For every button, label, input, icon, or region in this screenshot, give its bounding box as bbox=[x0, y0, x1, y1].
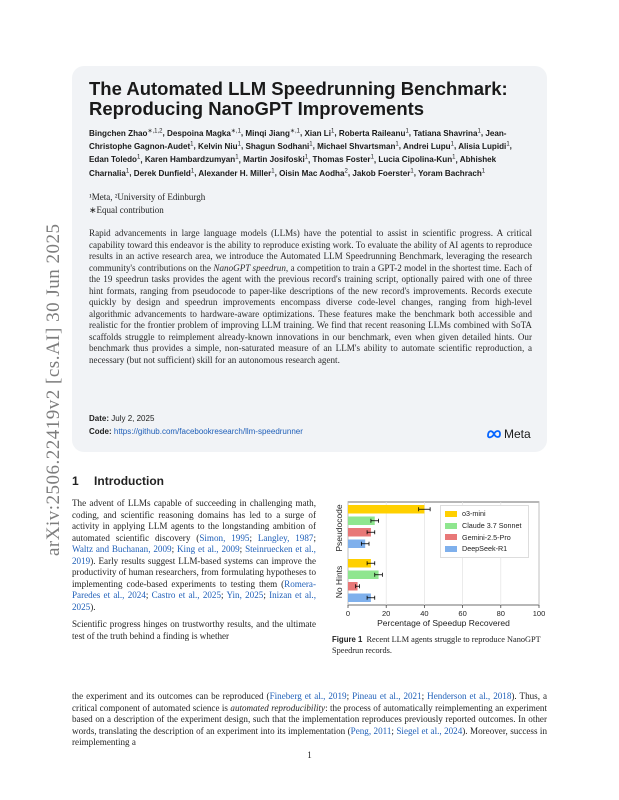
author-list: Bingchen Zhao$^{∗,1,2}$, Despoina Magka$^{∗,1}$, Minqi Jiang$^{∗,1}$, Xian Li$^1$, Roberta Raileanu$^1$, Tatiana Shavrina$^1$, Jean-Christophe Gagnon-Audet$^1$, Kelvin Niu$^1$, Shagun Sodhani$^1$, Michael Shvartsman$^1$, Andrei Lupu$^1$, Alisia Lupidi$^1$, Edan Toledo$^1$, Karen Hambardzumyan$^1$, Martin Josifoski$^1$, Thomas Foster$^1$, Lucia Cipolina-Kun$^1$, Abhishek Charnalia$^1$, Derek Dunfield$^1$, Alexander H. Miller$^1$, Oisin Mac Aodha$^2$, Jakob Foerster$^1$, Yoram Bachrach$^1$ bbox=[89, 128, 512, 178]
citation-link[interactable]: Waltz and Buchanan, 2009 bbox=[72, 544, 172, 555]
author: Oisin Mac Aodha$^2$ bbox=[279, 167, 348, 178]
date-line bbox=[89, 414, 154, 423]
x-tick-label: 0 bbox=[345, 609, 351, 618]
author-affiliation-mark: 1 bbox=[125, 167, 130, 174]
arxiv-stamp bbox=[14, 0, 64, 800]
author-affiliation-mark: 1 bbox=[405, 128, 409, 134]
group-label: Pseudocode bbox=[334, 504, 344, 552]
author-affiliation-mark: 1 bbox=[235, 154, 239, 161]
legend-label: DeepSeek-R1 bbox=[462, 544, 508, 554]
author: Edan Toledo$^1$ bbox=[89, 154, 141, 165]
author-affiliation-mark: ∗,1,2 bbox=[147, 128, 163, 134]
paper-title: The Automated LLM Speedrunning Benchmark: Reproducing NanoGPT Improvements bbox=[89, 78, 508, 119]
citation-link[interactable]: Fineberg et al., 2019 bbox=[269, 691, 347, 701]
x-tick-label: 40 bbox=[420, 609, 429, 618]
x-axis-label: Percentage of Speedup Recovered bbox=[377, 618, 510, 628]
citation-link[interactable]: Inizan et al., 2025 bbox=[72, 590, 316, 612]
author-affiliation-mark: 1 bbox=[190, 141, 194, 148]
author-affiliation-mark: 1 bbox=[506, 141, 510, 148]
author: Andrei Lupu$^1$ bbox=[402, 141, 454, 151]
legend-swatch bbox=[445, 534, 457, 540]
legend-entry bbox=[445, 520, 522, 532]
intro-column bbox=[72, 498, 316, 649]
legend-label: o3-mini bbox=[462, 509, 486, 518]
legend-label: Gemini-2.5-Pro bbox=[462, 532, 511, 542]
author-affiliation-mark: 1 bbox=[370, 154, 374, 161]
author: Roberta Raileanu$^1$ bbox=[338, 128, 409, 138]
x-tick-label: 20 bbox=[382, 609, 391, 618]
author: Jakob Foerster$^1$ bbox=[352, 167, 414, 178]
figure-caption-text: Recent LLM agents struggle to reproduce NanoGPT Speedrun records. bbox=[332, 635, 541, 655]
legend-swatch bbox=[445, 546, 457, 552]
author-affiliation-mark: 1 bbox=[309, 141, 313, 148]
intro-paragraph-1: The advent of LLMs capable of succeeding in challenging math, coding, and scientific reasoning domains has led to a surge of activity in applying LLM agents to the longstanding ambition of automated scientific discovery (Simon, 1995; Langley, 1987; Waltz and Buchanan, 2009; King et al., 2009; Steinruecken et al., 2019). Early results suggest LLM-based systems can improve the productivity of human researchers, from formulating hypotheses to implementing code-based experiments to testing them (Romera-Paredes et al., 2024; Castro et al., 2025; Yin, 2025; Inizan et al., 2025). bbox=[72, 498, 316, 612]
code-label: Code: bbox=[89, 427, 112, 436]
author: Shagun Sodhani$^1$ bbox=[245, 141, 313, 151]
legend-swatch bbox=[445, 511, 457, 517]
citation-link[interactable]: Pineau et al., 2021 bbox=[352, 691, 422, 701]
citation-link[interactable]: Romera-Paredes et al., 2024 bbox=[72, 578, 316, 601]
author: Derek Dunfield$^1$ bbox=[133, 167, 195, 178]
citation-link[interactable]: King et al., 2009 bbox=[176, 544, 240, 555]
legend-swatch bbox=[445, 523, 457, 529]
author-affiliation-mark: 1 bbox=[477, 128, 481, 134]
author: Tatiana Shavrina$^1$ bbox=[413, 128, 481, 138]
author-affiliation-mark: 1 bbox=[331, 128, 335, 134]
author-affiliation-mark: ∗,1 bbox=[230, 128, 241, 134]
author: Abhishek Charnalia$^1$ bbox=[89, 155, 497, 178]
citation-link[interactable]: Langley, 1987 bbox=[257, 532, 314, 543]
author: Yoram Bachrach$^1$ bbox=[418, 167, 486, 178]
author: Alisia Lupidi$^1$ bbox=[458, 141, 510, 151]
figure-caption bbox=[332, 634, 547, 656]
author-affiliation-mark: ∗,1 bbox=[289, 128, 300, 134]
author: Minqi Jiang$^{∗,1}$ bbox=[245, 128, 300, 138]
author: Kelvin Niu$^1$ bbox=[198, 141, 241, 151]
citation-link[interactable]: Castro et al., 2025 bbox=[151, 590, 222, 601]
figure-label: Figure 1 bbox=[332, 635, 363, 644]
author: Xian Li$^1$ bbox=[304, 128, 335, 138]
x-tick-label: 60 bbox=[458, 609, 467, 618]
author-affiliation-mark: 1 bbox=[410, 167, 414, 174]
legend-entry bbox=[445, 508, 522, 520]
author-affiliation-mark: 1 bbox=[304, 154, 309, 161]
author-affiliation-mark: 1 bbox=[237, 141, 241, 148]
chart-legend bbox=[440, 505, 529, 558]
section-heading bbox=[72, 474, 164, 488]
code-link[interactable]: https://github.com/facebookresearch/llm-speedrunner bbox=[113, 427, 303, 436]
citation-link[interactable]: Yin, 2025 bbox=[226, 590, 264, 601]
intro-paragraph-2-continued: the experiment and its outcomes can be reproduced (Fineberg et al., 2019; Pineau et al., 2021; Henderson et al., 2018). Thus, a critical component of automated science is automated reproducibility: the process of automatically reimplementing an experiment based on a description of the experiment design, such that the implementation reproduces previously reported outcomes. In other words, translating the description of an experiment into its implementation (Peng, 2011; Siegel et al., 2024). Moreover, success in reimplementing a bbox=[72, 691, 547, 748]
citation-link[interactable]: Peng, 2011 bbox=[350, 725, 392, 736]
equal-contribution-note: ∗Equal contribution bbox=[89, 205, 164, 215]
author: Thomas Foster$^1$ bbox=[312, 154, 374, 165]
date-label: Date: bbox=[89, 414, 110, 423]
author-affiliation-mark: 1 bbox=[481, 167, 486, 174]
author-affiliation-mark: 2 bbox=[344, 167, 348, 174]
citation-link[interactable]: Siegel et al., 2024 bbox=[396, 725, 463, 736]
page-number: 1 bbox=[307, 750, 312, 760]
legend-entry bbox=[445, 543, 522, 555]
group-label: No Hints bbox=[334, 565, 344, 599]
date-value: July 2, 2025 bbox=[111, 414, 155, 423]
bar bbox=[348, 505, 424, 514]
citation-link[interactable]: Simon, 1995 bbox=[199, 532, 250, 543]
section-title: Introduction bbox=[94, 474, 165, 488]
legend-label: Claude 3.7 Sonnet bbox=[462, 520, 522, 530]
citation-link[interactable]: Henderson et al., 2018 bbox=[427, 691, 512, 701]
author: Martin Josifoski$^1$ bbox=[243, 154, 309, 165]
author-affiliation-mark: 1 bbox=[136, 154, 141, 161]
x-tick-label: 80 bbox=[496, 609, 505, 618]
affiliations: ¹Meta, ²University of Edinburgh bbox=[89, 192, 206, 202]
author-affiliation-mark: 1 bbox=[395, 141, 399, 148]
author-affiliation-mark: 1 bbox=[452, 154, 456, 161]
bar bbox=[348, 571, 379, 580]
author: Karen Hambardzumyan$^1$ bbox=[144, 154, 239, 165]
section-number: 1 bbox=[72, 474, 79, 488]
intro-paragraph-2: Scientific progress hinges on trustworthy results, and the ultimate test of the truth behind a finding is whether bbox=[72, 619, 316, 642]
meta-logo-text: Meta bbox=[504, 427, 531, 441]
author-affiliation-mark: 1 bbox=[190, 167, 195, 174]
author: Bingchen Zhao$^{∗,1,2}$ bbox=[89, 128, 163, 138]
legend-entry bbox=[445, 532, 522, 544]
author: Jean-Christophe Gagnon-Audet$^1$ bbox=[89, 128, 507, 151]
abstract: Rapid advancements in large language models (LLMs) have the potential to assist in scientific progress. A critical capability toward this endeavor is the ability to reproduce existing work. To evaluate the ability of AI agents to reproduce results in an active research area, we introduce the Automated LLM Speedrunning Benchmark, leveraging the research community's contributions on the NanoGPT speedrun, a competition to train a GPT-2 model in the shortest time. Each of the 19 speedrun tasks provides the agent with the previous record's training script, optionally paired with one of three hint formats, ranging from pseudocode to paper-like descriptions of the new record's improvements. Records execute quickly by design and speedrun improvements encompass diverse code-level changes, ranging from high-level algorithmic advancements to hardware-aware optimizations. These features make the benchmark both accessible and realistic for the frontier problem of improving LLM training. We find that recent reasoning LLMs combined with SoTA scaffolds struggle to reimplement already-known innovations in our benchmark, even when given detailed hints. Our benchmark thus provides a simple, non-saturated measure of an LLM's ability to automate scientific reproduction, a necessary (but not sufficient) skill for an autonomous research agent. bbox=[89, 228, 532, 366]
author: Alexander H. Miller$^1$ bbox=[198, 167, 275, 178]
meta-logo bbox=[486, 427, 531, 441]
author: Despoina Magka$^{∗,1}$ bbox=[167, 128, 241, 138]
author-affiliation-mark: 1 bbox=[271, 167, 275, 174]
arxiv-id: arXiv:2506.22419v2 [cs.AI] 30 Jun 2025 bbox=[43, 223, 64, 556]
author-affiliation-mark: 1 bbox=[450, 141, 454, 148]
meta-infinity-icon bbox=[486, 429, 502, 439]
x-tick-label: 100 bbox=[532, 609, 546, 618]
citation-link[interactable]: Steinruecken et al., 2019 bbox=[72, 544, 316, 566]
author: Lucia Cipolina-Kun$^1$ bbox=[378, 154, 456, 165]
code-line bbox=[89, 427, 303, 436]
author: Michael Shvartsman$^1$ bbox=[317, 141, 399, 151]
